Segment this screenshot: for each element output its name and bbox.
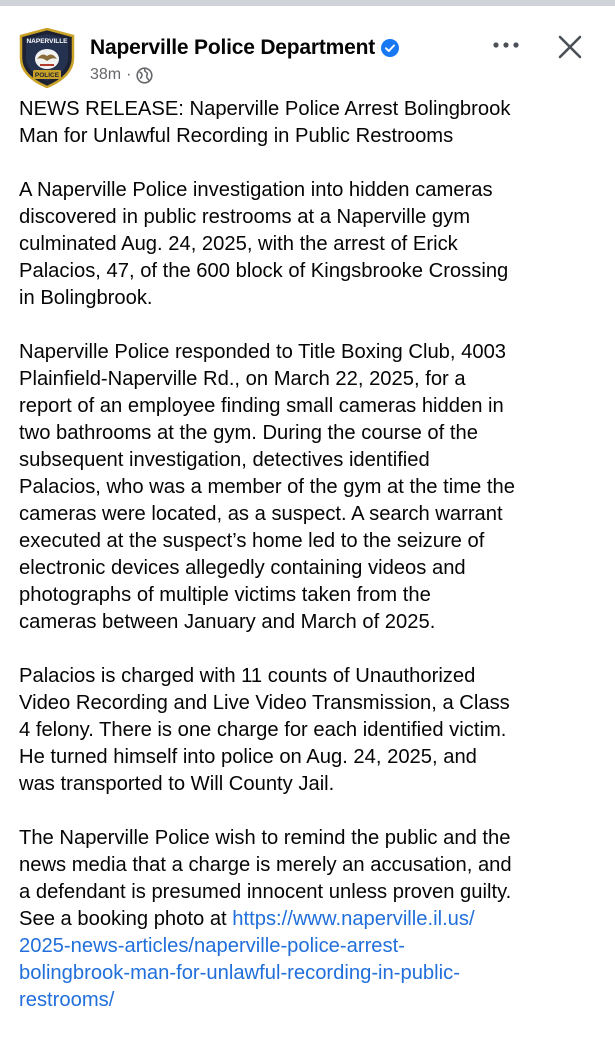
meta-separator: · xyxy=(126,66,132,83)
post-body xyxy=(19,96,594,1041)
close-button[interactable] xyxy=(553,30,587,64)
paragraph-investigation: A Naperville Police investigation into hidden cameras discovered in public restrooms at a Naperville gym culminated Aug. 24, 2025, with the arrest of Erick Palacios, 47, of the 600 block of Kingsbrooke Crossing in Bolingbrook. xyxy=(19,179,509,309)
more-options-icon xyxy=(492,41,520,49)
booking-photo-link-cont[interactable]: bolingbrook-man-for-unlawful-recording-in-public- xyxy=(19,962,460,984)
police-badge-logo xyxy=(18,28,76,88)
booking-photo-link[interactable]: https://www.naperville.il.us/ xyxy=(232,908,475,930)
booking-photo-link-cont[interactable]: 2025-news-articles/naperville-police-arrest- xyxy=(19,935,405,957)
page-name[interactable]: Naperville Police Department xyxy=(90,36,376,59)
close-icon xyxy=(557,34,583,60)
paragraph-charges: Palacios is charged with 11 counts of Unauthorized Video Recording and Live Video Transmission, a Class 4 felony. There is one charge for each identified victim. He turned himself into police on Aug. 24, 2025, and was transported to Will County Jail. xyxy=(19,665,510,795)
svg-text:NAPERVILLE: NAPERVILLE xyxy=(26,38,68,45)
booking-photo-line: See a booking photo at https://www.naperville.il.us/ xyxy=(19,908,475,930)
page-name-row xyxy=(90,36,399,60)
globe-icon xyxy=(136,67,153,84)
paragraph-reminder: The Naperville Police wish to remind the public and the news media that a charge is merely an accusation, and a defendant is presumed innocent unless proven guilty. See a booking photo at https://www.naperville.il.us/ 2025-news-articles/naperville-police-arrest- bolingbrook-man-for-unlawful-recording-in-public- restrooms/ xyxy=(19,825,594,1014)
verified-badge-icon xyxy=(381,39,399,57)
post-meta xyxy=(90,66,153,84)
headline: NEWS RELEASE: Naperville Police Arrest Bolingbrook Man for Unlawful Recording in Public Restrooms xyxy=(19,98,511,147)
svg-text:POLICE: POLICE xyxy=(34,72,60,79)
paragraph-details: Naperville Police responded to Title Boxing Club, 4003 Plainfield-Naperville Rd., on March 22, 2025, for a report of an employee finding small cameras hidden in two bathrooms at the gym. During the course of the subsequent investigation, detectives identified Palacios, who was a member of the gym at the time the cameras were located, as a suspect. A search warrant executed at the suspect’s home led to the seizure of electronic devices allegedly containing videos and photographs of multiple victims taken from the cameras between January and March of 2025. xyxy=(19,341,515,633)
more-options-button[interactable] xyxy=(489,32,523,58)
post-timestamp[interactable]: 38m xyxy=(90,66,122,83)
page-avatar[interactable] xyxy=(18,28,76,88)
post-header xyxy=(0,6,615,94)
booking-photo-link-cont[interactable]: restrooms/ xyxy=(19,989,115,1011)
